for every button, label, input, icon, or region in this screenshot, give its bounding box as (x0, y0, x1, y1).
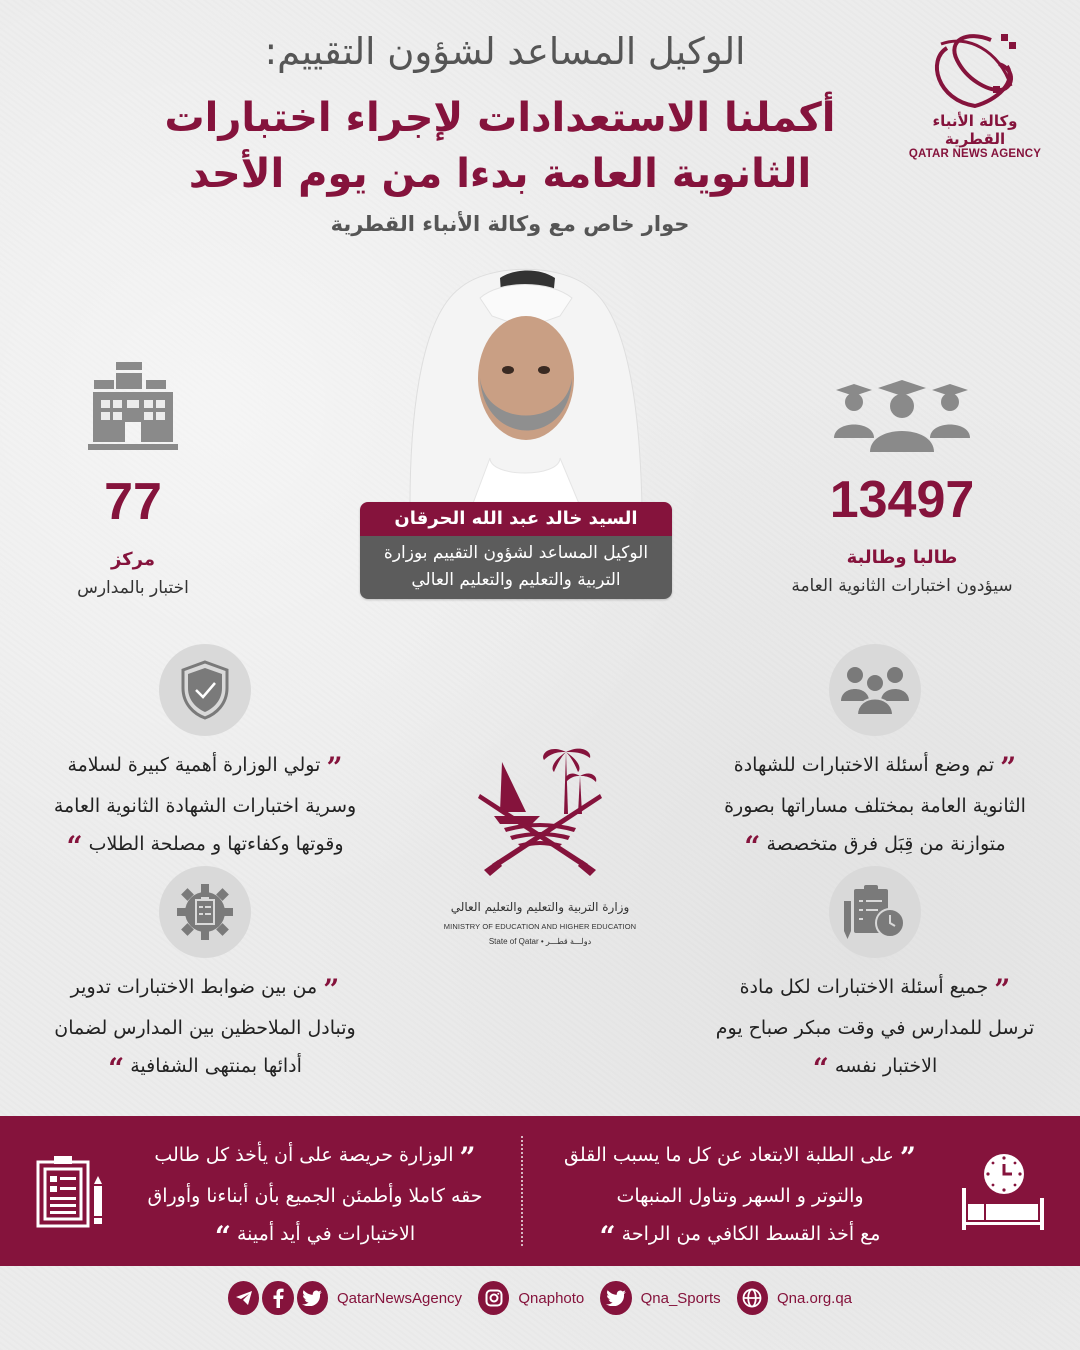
telegram-icon[interactable] (228, 1281, 259, 1315)
stat-exam-centers (3, 362, 263, 602)
graduates-icon (834, 380, 970, 452)
instagram-icon[interactable] (478, 1281, 509, 1315)
gear-checklist-icon (177, 884, 233, 940)
title-main (160, 90, 840, 202)
quote-text: ” جميع أسئلة الاختبارات لكل مادة ترسل للمدارس في وقت مبكر صباح يوم الاختبار نفسه “ (715, 973, 1035, 1085)
quote-card-questions (705, 644, 1045, 866)
globe-icon[interactable] (737, 1281, 768, 1315)
social-label[interactable]: Qna.org.qa (776, 1289, 853, 1307)
logo-name-ar: وكالة الأنباء القطرية (932, 112, 1018, 148)
social-footer (228, 1280, 868, 1316)
shield-check-icon (180, 660, 230, 720)
bed-clock-icon (962, 1152, 1044, 1232)
person-name-card (360, 502, 672, 599)
twitter-icon[interactable] (600, 1281, 631, 1315)
stat-description: سيؤدون اختبارات الثانوية العامة (791, 576, 1013, 596)
qna-emblem-icon (927, 30, 1023, 110)
stat-value: 77 (104, 473, 162, 531)
band-quote-left: ” الوزارة حريصة على أن يأخذ كل طالب حقه كاملا وأطمئن الجميع بأن أبناءنا وأوراق الاختبارات في أيد أمينة “ (147, 1141, 483, 1253)
social-label[interactable]: Qnaphoto (518, 1289, 585, 1307)
facebook-icon[interactable] (262, 1281, 293, 1315)
logo-name-en: QATAR NEWS AGENCY (908, 148, 1042, 160)
ministry-name-en: MINISTRY OF EDUCATION AND HIGHER EDUCATION (443, 922, 637, 931)
title-top: الوكيل المساعد لشؤون التقييم: (264, 30, 746, 73)
ministry-logo (430, 738, 650, 946)
school-building-icon (88, 362, 178, 454)
quote-text: ” تولي الوزارة أهمية كبيرة لسلامة وسرية اختبارات الشهادة الثانوية العامة وقوتها وكفاءتها و مصلحة الطلاب “ (53, 751, 357, 863)
social-label[interactable]: Qna_Sports (640, 1289, 721, 1307)
stat-label: مركز (110, 549, 155, 570)
twitter-icon[interactable] (297, 1281, 328, 1315)
advice-band (0, 1116, 1080, 1266)
person-name: السيد خالد عبد الله الحرقان (360, 502, 672, 536)
ministry-name-ar: وزارة التربية والتعليم والتعليم العالي (450, 900, 630, 914)
quote-card-delivery (705, 866, 1045, 1088)
title-main-line1: أكملنا الاستعدادات لإجراء اختبارات (164, 95, 836, 141)
qna-logo (900, 30, 1050, 160)
subtitle: حوار خاص مع وكالة الأنباء القطرية (330, 212, 690, 236)
stat-description: اختبار بالمدارس (77, 578, 189, 598)
qatar-emblem-icon (470, 738, 610, 878)
stat-label: طالبا وطالبة (846, 547, 958, 568)
portrait-photo (380, 258, 670, 506)
stat-students (772, 380, 1032, 600)
quote-card-rotation (35, 866, 375, 1088)
clipboard-alarm-icon (844, 883, 906, 941)
title-main-line2: الثانوية العامة بدءا من يوم الأحد (188, 151, 812, 197)
quote-card-security (35, 644, 375, 866)
person-role: الوكيل المساعد لشؤون التقييم بوزارة التربية والتعليم والتعليم العالي (360, 536, 672, 599)
quote-text: ” تم وضع أسئلة الاختبارات للشهادة الثانوية العامة بمختلف مساراتها بصورة متوازنة من قِبَل فرق متخصصة “ (724, 751, 1026, 863)
band-quote-right: ” على الطلبة الابتعاد عن كل ما يسبب القلق والتوتر و السهر وتناول المنبهات مع أخذ القسط الكافي من الراحة “ (564, 1141, 916, 1253)
clipboard-pencil-icon (36, 1154, 110, 1230)
band-divider (521, 1136, 523, 1246)
stat-value: 13497 (829, 471, 975, 529)
group-people-icon (839, 665, 911, 715)
social-label[interactable]: QatarNewsAgency (336, 1289, 463, 1307)
quote-text: ” من بين ضوابط الاختبارات تدوير وتبادل الملاحظين بين المدارس لضمان أدائها بمنتهى الشفافية “ (54, 973, 356, 1085)
ministry-state: State of Qatar • دولـــة قطـــر (488, 937, 592, 946)
